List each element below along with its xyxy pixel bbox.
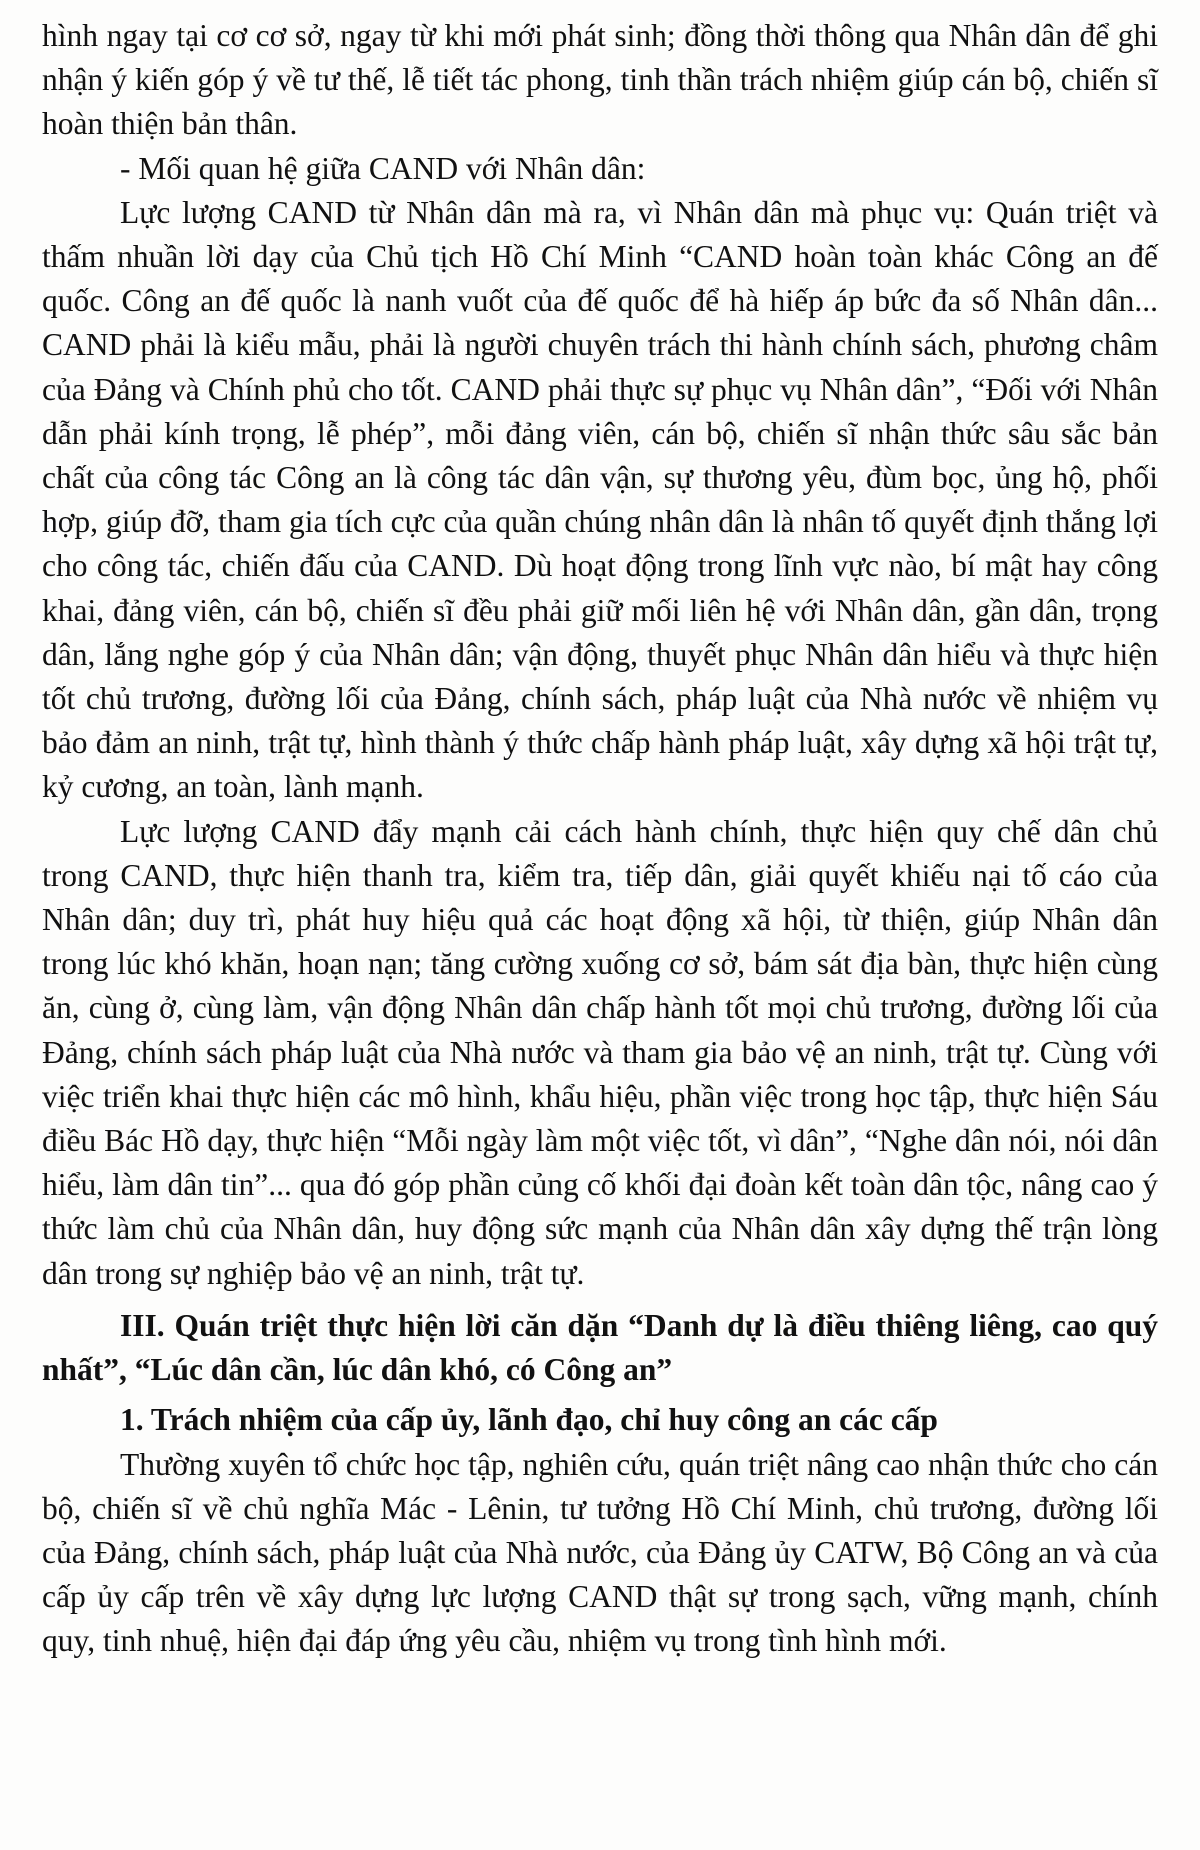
- paragraph-continuation: hình ngay tại cơ cơ sở, ngay từ khi mới phát sinh; đồng thời thông qua Nhân dân để ghi nhận ý kiến góp ý về tư thế, lễ tiết tác phong, tinh thần trách nhiệm giúp cán bộ, chiến sĩ hoàn thiện bản thân.: [42, 18, 1158, 142]
- paragraph-cand-origin: Lực lượng CAND từ Nhân dân mà ra, vì Nhân dân mà phục vụ: Quán triệt và thấm nhuần lời dạy của Chủ tịch Hồ Chí Minh “CAND hoàn toàn khác Công an đế quốc. Công an đế quốc là nanh vuốt của đế quốc để hà hiếp áp bức đa số Nhân dân... CAND phải là kiểu mẫu, phải là người chuyên trách thi hành chính sách, phương châm của Đảng và Chính phủ cho tốt. CAND phải thực sự phục vụ Nhân dân”, “Đối với Nhân dẫn phải kính trọng, lễ phép”, mỗi đảng viên, cán bộ, chiến sĩ nhận thức sâu sắc bản chất của công tác Công an là công tác dân vận, sự thương yêu, đùm bọc, ủng hộ, phối hợp, giúp đỡ, tham gia tích cực của quần chúng nhân dân là nhân tố quyết định thắng lợi cho công tác, chiến đấu của CAND. Dù hoạt động trong lĩnh vực nào, bí mật hay công khai, đảng viên, cán bộ, chiến sĩ đều phải giữ mối liên hệ với Nhân dân, gần dân, trọng dân, lắng nghe góp ý của Nhân dân; vận động, thuyết phục Nhân dân hiểu và thực hiện tốt chủ trương, đường lối của Đảng, chính sách, pháp luật của Nhà nước về nhiệm vụ bảo đảm an ninh, trật tự, hình thành ý thức chấp hành pháp luật, xây dựng xã hội trật tự, kỷ cương, an toàn, lành mạnh.: [42, 194, 1158, 805]
- section-heading: III. Quán triệt thực hiện lời căn dặn “Danh dự là điều thiêng liêng, cao quý nhất”, “Lúc dân cần, lúc dân khó, có Công an”: [42, 1307, 1158, 1388]
- subsection-heading: 1. Trách nhiệm của cấp ủy, lãnh đạo, chỉ huy công an các cấp: [120, 1402, 938, 1438]
- paragraph-relationship-intro: - Mối quan hệ giữa CAND với Nhân dân:: [120, 150, 646, 186]
- paragraph-administrative-reform: Lực lượng CAND đẩy mạnh cải cách hành chính, thực hiện quy chế dân chủ trong CAND, thực hiện thanh tra, kiểm tra, tiếp dân, giải quyết khiếu nại tố cáo của Nhân dân; duy trì, phát huy hiệu quả các hoạt động xã hội, từ thiện, giúp Nhân dân trong lúc khó khăn, hoạn nạn; tăng cường xuống cơ sở, bám sát địa bàn, thực hiện cùng ăn, cùng ở, cùng làm, vận động Nhân dân chấp hành tốt mọi chủ trương, đường lối của Đảng, chính sách pháp luật của Nhà nước và tham gia bảo vệ an ninh, trật tự. Cùng với việc triển khai thực hiện các mô hình, khẩu hiệu, phần việc trong học tập, thực hiện Sáu điều Bác Hồ dạy, thực hiện “Mỗi ngày làm một việc tốt, vì dân”, “Nghe dân nói, nói dân hiểu, làm dân tin”... qua đó góp phần củng cố khối đại đoàn kết toàn dân tộc, nâng cao ý thức làm chủ của Nhân dân, huy động sức mạnh của Nhân dân xây dựng thế trận lòng dân trong sự nghiệp bảo vệ an ninh, trật tự.: [42, 813, 1158, 1291]
- paragraph-responsibility: Thường xuyên tổ chức học tập, nghiên cứu, quán triệt nâng cao nhận thức cho cán bộ, chiến sĩ về chủ nghĩa Mác - Lênin, tư tưởng Hồ Chí Minh, chủ trương, đường lối của Đảng, chính sách, pháp luật của Nhà nước, của Đảng ủy CATW, Bộ Công an và của cấp ủy cấp trên về xây dựng lực lượng CAND thật sự trong sạch, vững mạnh, chính quy, tinh nhuệ, hiện đại đáp ứng yêu cầu, nhiệm vụ trong tình hình mới.: [42, 1446, 1158, 1659]
